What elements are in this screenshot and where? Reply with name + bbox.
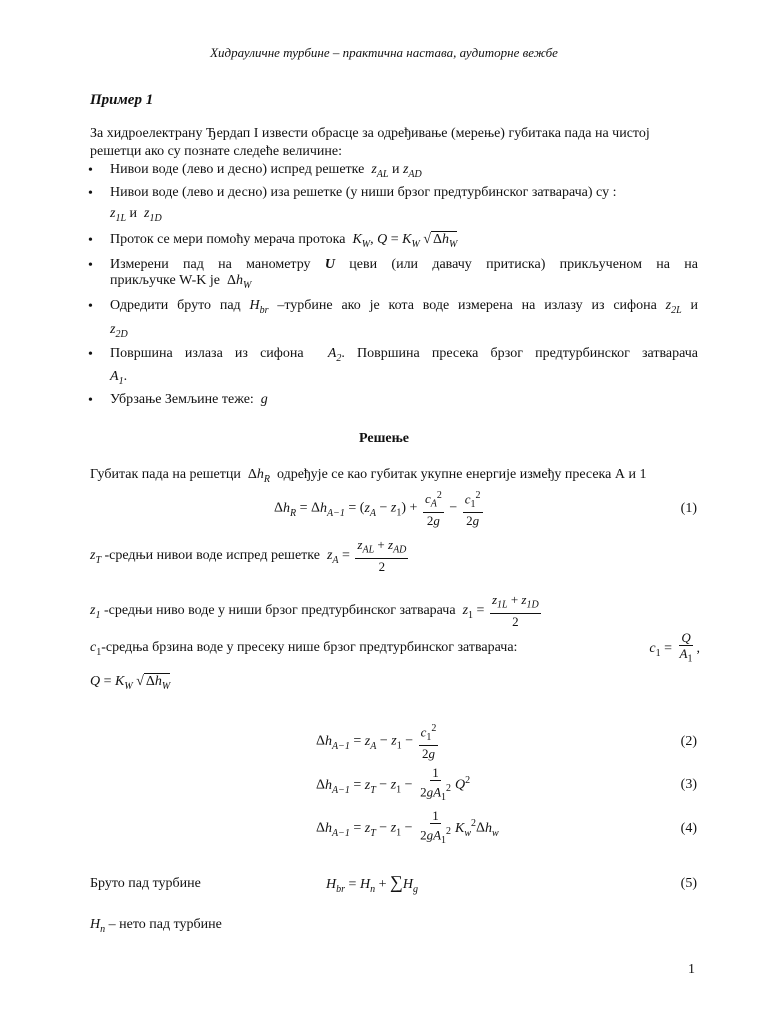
formula: $H_n$ (90, 917, 106, 935)
bullet-icon: • (88, 258, 93, 273)
equation-1: $\Delta h_R = \Delta h_{A-1} = (z_A - z_1)$ + $\frac{c_A^2}{2g}$ − $\frac{c_1^2}{2g}$ (274, 490, 481, 528)
solution-line-1: Губитак пада на решетци $\Delta h_R$ одређује се као губитак укупне енергије између пресека А и 1 (90, 467, 647, 485)
hn-definition: $H_n$ – нето пад турбине (90, 917, 222, 935)
formula: $\Delta h_R$ (244, 467, 270, 485)
equation-2: $\Delta h_{A-1} = z_A - z_1$ − $\frac{c_1^2}{2g}$ (316, 723, 437, 761)
list-item: • Измерени пад на манометру U цеви (или давачу притиска) прикљученом на на прикључке W-K је $\Delta h_W$ (88, 257, 699, 291)
equation-number: (3) (680, 777, 697, 792)
list-item: • Одредити бруто пад $H_{br}$ –турбине ако је кота воде измерена на излазу из сифона $z_{2L}$ и $z_{2D}$ (88, 298, 698, 340)
formula: g (257, 392, 268, 407)
page-header: Хидрауличне турбине – практична настава, аудиторне вежбе (210, 45, 558, 60)
bruto-label: Бруто пад турбине (90, 876, 201, 891)
list-item: • Убрзање Земљине теже: g (88, 392, 268, 408)
equation-5: $H_{br} = H_n + \sum H_g$ (326, 872, 418, 895)
equation-4: $\Delta h_{A-1} = z_T - z_1$ − $\frac{1}{2gA_1^2}$ $K_w^2\Delta h_w$ (316, 808, 499, 846)
bullet-icon: • (88, 186, 93, 201)
formula: c (90, 639, 97, 655)
equation-number: (2) (680, 734, 697, 749)
bullet-icon: • (88, 233, 93, 248)
formula: $z_{2D}$ (110, 321, 128, 340)
zt-definition: $z_T$ -средњи нивои воде испред решетке $z_A$ = $\frac{z_{AL} + z_{AD}}{2}$ (90, 537, 410, 575)
bullet-icon: • (88, 163, 93, 178)
z1-definition: $z_1$ -средњи ниво воде у ниши брзог предтурбинског затварача $z_1$ = $\frac{z_{1L} + z_{1D}}{2}$ (90, 592, 543, 630)
formula: U (324, 257, 335, 272)
bullet-icon: • (88, 299, 93, 314)
bullet-icon: • (88, 347, 93, 362)
formula: $Q = K_W$ √ $\Delta h_W$ (90, 673, 171, 692)
formula: $z_{2L}$ (665, 298, 682, 316)
formula: $z_{1L}$ (110, 206, 127, 224)
formula: $c_1$ = $\frac{Q}{A_1}$ , (649, 630, 700, 665)
list-item: • Нивои воде (лево и десно) иза решетке (у ниши брзог предтурбинског затварача) су : $z_{1L}$ и $z_{1D}$ (88, 185, 617, 224)
formula: $z_1$ = $\frac{z_{1L} + z_{1D}}{2}$ (462, 592, 539, 629)
formula: $z_A$ = $\frac{z_{AL} + z_{AD}}{2}$ (326, 537, 407, 574)
example-title: Пример 1 (90, 92, 154, 108)
formula: $H_{br}$ (249, 298, 269, 316)
formula: $\Delta h_W$ (223, 273, 252, 291)
equation-3: $\Delta h_{A-1} = z_T - z_1$ − $\frac{1}{2gA_1^2}$ $Q^2$ (316, 765, 471, 803)
list-item: • Нивои воде (лево и десно) испред решетке $z_{AL}$ и $z_{AD}$ (88, 162, 422, 180)
formula: $K_W$, $Q = K_W$ √ $\Delta h_W$ (352, 232, 458, 250)
list-item: • Површина излаза из сифона $A_2$. Површина пресека брзог предтурбинског затварача $A_1$. (88, 346, 698, 387)
c1-definition: $c_1$-средња брзина воде у пресеку нише брзог предтурбинског затварача: $c_1$ = $\frac{Q}{A_1}$ , $Q = K_W$ √ $\Delta h_W$ (90, 630, 700, 692)
formula: $z_{1D}$ (144, 206, 162, 224)
solution-title: Решење (359, 431, 409, 446)
equation-number: (5) (680, 876, 697, 891)
bullet-icon: • (88, 393, 93, 408)
formula: $A_2$ (315, 346, 342, 364)
list-item: • Проток се мери помоћу мерача протока $K_W$, $Q = K_W$ √ $\Delta h_W$ (88, 232, 458, 250)
formula: $z_1$ (90, 603, 101, 621)
intro-line-2: решетци ако су познате следеће величине: (90, 144, 342, 159)
formula: $A_1$ (110, 368, 124, 387)
formula: $z_T$ (90, 548, 102, 566)
intro-line-1: За хидроелектрану Ђердап I извести обрасце за одређивање (мерење) губитака пада на чистој (90, 126, 650, 141)
equation-number: (4) (680, 821, 697, 836)
page-number: 1 (688, 962, 695, 977)
formula: $z_{AL}$ (367, 162, 389, 180)
equation-number: (1) (680, 501, 697, 516)
formula: $z_{AD}$ (402, 162, 422, 180)
